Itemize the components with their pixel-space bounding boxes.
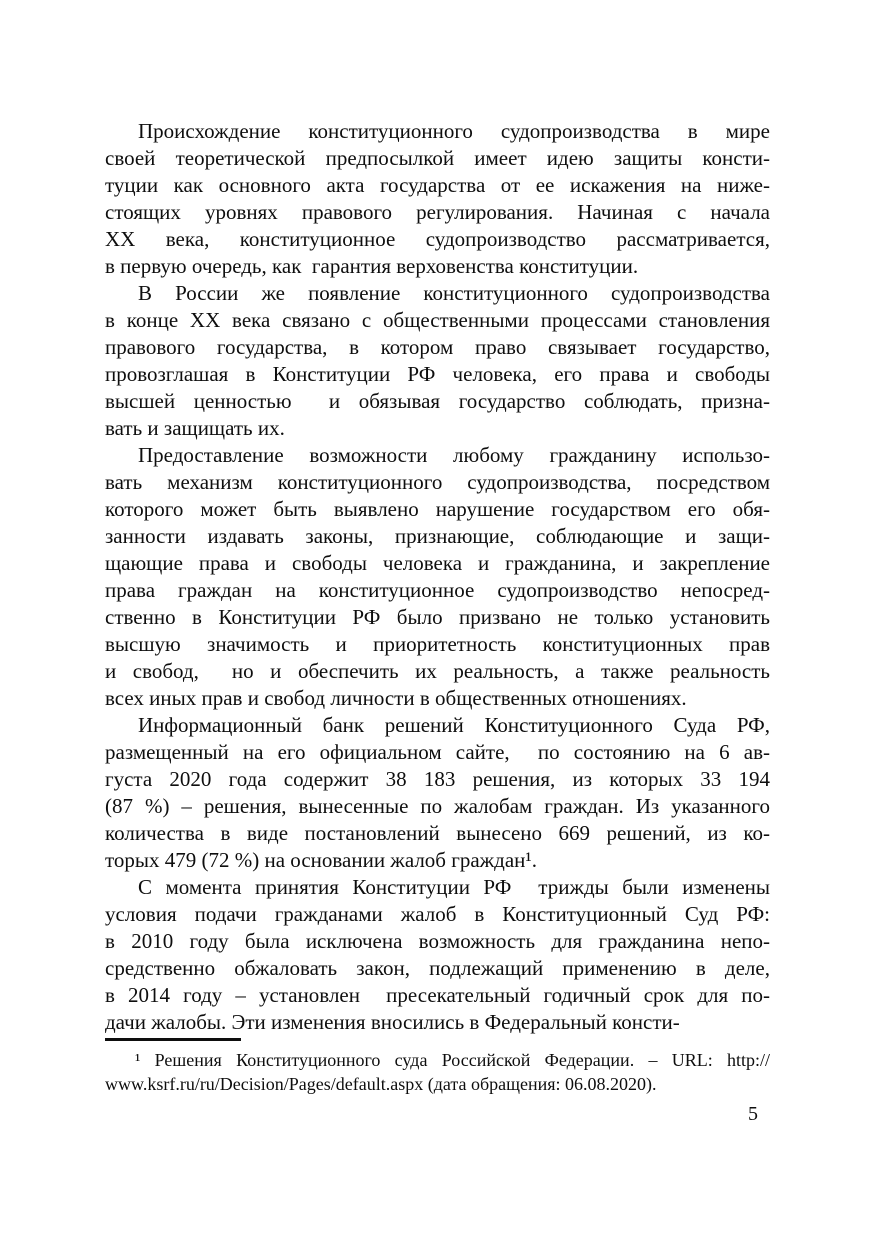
text-line: (87 %) – решения, вынесенные по жалобам граждан. Из указанного [105, 794, 770, 818]
text-line: правового государства, в котором право связывает государство, [105, 335, 770, 359]
paragraph [105, 874, 770, 1036]
text-line: стоящих уровнях правового регулирования. Начиная с начала [105, 200, 770, 224]
text-line: С момента принятия Конституции РФ трижды были изменены [138, 875, 770, 899]
text-line: в 2010 году была исключена возможность для гражданина непо- [105, 929, 770, 953]
text-line: которого может быть выявлено нарушение государством его обя- [105, 497, 770, 521]
text-line: Информационный банк решений Конституционного Суда РФ, [138, 713, 770, 737]
text-line: и свобод, но и обеспечить их реальность, а также реальность [105, 659, 770, 683]
text-line: густа 2020 года содержит 38 183 решения, из которых 33 194 [105, 767, 770, 791]
footnote [105, 1048, 770, 1096]
text-line: торых 479 (72 %) на основании жалоб граждан¹. [105, 848, 537, 872]
paragraph [105, 712, 770, 874]
text-line: провозглашая в Конституции РФ человека, его права и свободы [105, 362, 770, 386]
text-line: щающие права и свободы человека и гражданина, и закрепление [105, 551, 770, 575]
text-line: размещенный на его официальном сайте, по состоянию на 6 ав- [105, 740, 770, 764]
footnote-area [105, 1034, 770, 1096]
text-line: в 2014 году – установлен пресекательный годичный срок для по- [105, 983, 770, 1007]
text-line: условия подачи гражданами жалоб в Конституционный Суд РФ: [105, 902, 770, 926]
text-line: высшей ценностью и обязывая государство соблюдать, призна- [105, 389, 770, 413]
text-line: в первую очередь, как гарантия верховенства конституции. [105, 254, 639, 278]
paragraph [105, 280, 770, 442]
text-line: Предоставление возможности любому гражданину использо- [138, 443, 770, 467]
text-line: ственно в Конституции РФ было призвано не только установить [105, 605, 770, 629]
text-line: всех иных прав и свобод личности в общественных отношениях. [105, 686, 687, 710]
page-number: 5 [748, 1103, 758, 1125]
text-line: XX века, конституционное судопроизводство рассматривается, [105, 227, 770, 251]
text-line: вать механизм конституционного судопроизводства, посредством [105, 470, 770, 494]
text-line: высшую значимость и приоритетность конституционных прав [105, 632, 770, 656]
text-line: дачи жалобы. Эти изменения вносились в Федеральный консти- [105, 1010, 680, 1034]
paragraph [105, 442, 770, 712]
text-line: Происхождение конституционного судопроизводства в мире [138, 119, 770, 143]
text-line: ¹ Решения Конституционного суда Российской Федерации. – URL: http:// [135, 1050, 770, 1070]
text-line: средственно обжаловать закон, подлежащий применению в деле, [105, 956, 770, 980]
paragraph [105, 118, 770, 280]
text-line: В России же появление конституционного судопроизводства [138, 281, 770, 305]
text-line: права граждан на конституционное судопроизводство непосред- [105, 578, 770, 602]
text-line: туции как основного акта государства от ее искажения на ниже- [105, 173, 770, 197]
footnote-separator [105, 1038, 241, 1041]
main-text [105, 118, 770, 1036]
text-line: своей теоретической предпосылкой имеет идею защиты консти- [105, 146, 770, 170]
text-line: занности издавать законы, признающие, соблюдающие и защи- [105, 524, 770, 548]
text-line: вать и защищать их. [105, 416, 285, 440]
text-line: в конце XX века связано с общественными процессами становления [105, 308, 770, 332]
text-line: количества в виде постановлений вынесено 669 решений, из ко- [105, 821, 770, 845]
text-line: www.ksrf.ru/ru/Decision/Pages/default.aspx (дата обращения: 06.08.2020). [105, 1074, 657, 1094]
